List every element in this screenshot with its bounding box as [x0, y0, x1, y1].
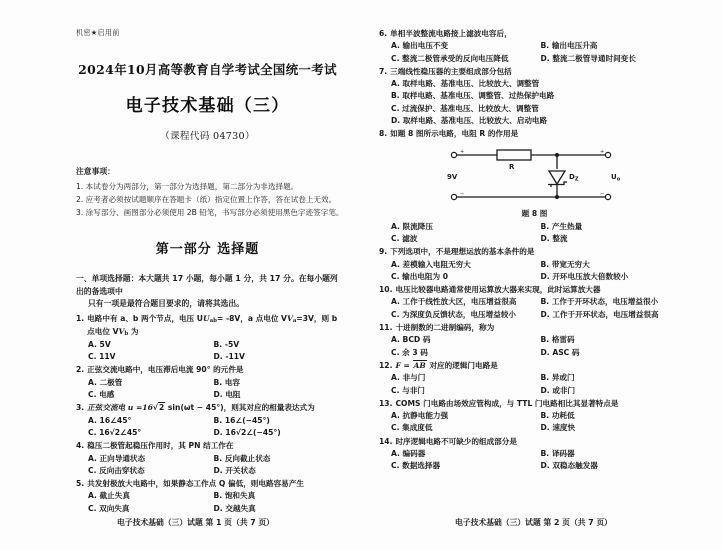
option-d[interactable]: D. 整流二极管导通时间变长 — [540, 53, 636, 63]
option-d[interactable]: D. 工作于开环状态，电压增益很高 — [540, 309, 659, 319]
question-7-number: 7. — [379, 66, 388, 76]
option-d[interactable]: D. 取样电路、基准电压、比较放大、启动电路 — [391, 116, 548, 126]
option-a[interactable]: A. 非与门 — [391, 373, 426, 383]
option-a[interactable]: A. 工作于线性放大区，电压增益很高 — [391, 297, 517, 307]
section-instructions-line-2: 只有一项是最符合题目要求的，请将其选出。 — [88, 299, 244, 309]
question-8-stem — [379, 128, 690, 140]
question-8-options — [379, 221, 690, 246]
section-instructions-line-1: 一、单项选择题：本大题共 17 小题，每小题 1 分，共 17 分。在每小题列出的备选项中 — [76, 274, 338, 296]
question-8-figure — [379, 141, 690, 221]
option-d[interactable]: D. 整流 — [540, 233, 568, 243]
option-a[interactable]: A. 正向导通状态 — [88, 453, 146, 463]
question-4-text: 稳压二极管起稳压作用时，其 PN 结工作在 — [87, 441, 234, 451]
question-10-text: 电压比较器电路通常使用运算放大器来实现，此时运算放大器 — [395, 285, 601, 295]
option-b[interactable]: B. 工作于开环状态，电压增益很小 — [540, 297, 659, 307]
option-d[interactable]: D. 双稳态触发器 — [540, 461, 598, 471]
option-d[interactable]: D. 16√2∠(−45°) — [213, 427, 281, 437]
question-11-options — [379, 334, 690, 359]
option-d[interactable]: D. 或非门 — [540, 385, 576, 395]
option-b[interactable]: B. 异或门 — [540, 373, 575, 383]
question-1 — [76, 313, 339, 364]
q1-stem-mid2: =3V，则 b 点电位 V — [87, 313, 338, 336]
figure-8-caption: 题 8 图 — [521, 208, 548, 218]
question-14-stem — [379, 436, 690, 448]
zener-diode-label: $D_Z$ — [568, 172, 578, 183]
option-d[interactable]: D. -11V — [213, 352, 245, 362]
question-10-options — [379, 296, 690, 321]
option-c[interactable]: C. 输出电阻为 0 — [391, 271, 448, 281]
question-9-stem — [379, 246, 690, 258]
option-a[interactable]: A. 截止失真 — [88, 491, 130, 501]
option-c[interactable]: C. 反向击穿状态 — [88, 465, 145, 475]
option-b[interactable]: B. 译码器 — [540, 449, 575, 459]
course-code: （课程代码 04730） — [160, 131, 255, 142]
question-4-number: 4. — [76, 441, 85, 451]
question-14 — [379, 436, 690, 473]
question-2 — [76, 364, 339, 401]
option-c[interactable]: C. 数据选择器 — [391, 461, 441, 471]
question-5-number: 5. — [76, 479, 85, 489]
svg-text:−: − — [599, 190, 604, 197]
zener-regulator-circuit-diagram — [435, 145, 635, 207]
notes-item-2: 2. 应考者必须按试题顺序在答题卡（纸）指定位置上作答，答在试卷上无效。 — [76, 194, 337, 204]
option-b[interactable]: B. 功耗低 — [540, 411, 575, 421]
question-4-options — [76, 453, 339, 478]
question-10 — [379, 284, 690, 321]
question-3 — [76, 402, 339, 439]
question-1-number: 1. — [76, 313, 85, 323]
question-3-text — [87, 402, 339, 414]
q1-stem-mid: = -8V，a 点电位 V — [216, 313, 287, 323]
question-7 — [379, 66, 690, 127]
resistor-label: R — [508, 162, 514, 171]
question-13-options — [379, 410, 690, 435]
option-c[interactable]: C. 集成度低 — [391, 423, 433, 433]
question-11-number: 11. — [379, 323, 393, 333]
option-a[interactable]: A. 抗静电能力强 — [391, 411, 449, 421]
q12-formula-lhs: F = — [395, 360, 413, 370]
page-2-footer: 电子技术基础（三）试题 第 2 页（共 7 页） — [455, 518, 612, 527]
page-2-column — [361, 0, 722, 550]
option-c[interactable]: C. 电感 — [88, 390, 115, 400]
question-10-stem — [379, 284, 690, 296]
question-1-stem — [76, 313, 339, 339]
option-a[interactable]: A. 二极管 — [88, 377, 123, 387]
svg-text:+: + — [599, 148, 604, 155]
question-14-text: 时序逻辑电路不可缺少的组成部分是 — [395, 436, 517, 446]
question-9-text: 下列选项中，不是理想运放的基本条件的是 — [390, 247, 535, 257]
q1-sub-a: a — [292, 317, 297, 324]
q12-formula-overline: AB — [413, 360, 426, 370]
option-b[interactable]: B. 反向截止状态 — [213, 453, 271, 463]
question-6 — [379, 28, 690, 65]
question-3-options — [76, 415, 339, 440]
question-9-number: 9. — [379, 247, 388, 257]
question-14-options — [379, 448, 690, 473]
question-6-number: 6. — [379, 29, 388, 38]
question-9 — [379, 246, 690, 283]
question-13-text: COMS 门电路由场效应管构成，与 TTL 门电路相比其显著特点是 — [395, 398, 619, 408]
question-8-number: 8. — [379, 129, 388, 139]
option-c[interactable]: C. 16√2∠45° — [88, 427, 142, 437]
question-6-options — [379, 40, 690, 65]
option-c[interactable]: C. 为深度负反馈状态，电压增益较小 — [391, 309, 517, 319]
question-5-options — [76, 490, 339, 515]
question-12-number: 12. — [379, 360, 393, 370]
option-a[interactable]: A. 取样电路、基准电压、比较放大、调整管 — [391, 79, 540, 89]
question-11-text: 十进制数的二进制编码，称为 — [395, 323, 495, 333]
q12-stem-post: 对应的逻辑门电路是 — [426, 360, 498, 370]
question-6-stem — [379, 28, 690, 40]
exam-title: 2024年10月高等教育自学考试全国统一考试 — [78, 62, 337, 77]
q3-stem-pre: 正弦交流电 u =16 — [87, 403, 153, 413]
q1-stem-pre: 电路中有 a、b 两个节点，电压 U — [87, 313, 203, 323]
option-b[interactable]: B. 电容 — [213, 377, 241, 387]
part-one-heading: 第一部分 选择题 — [155, 242, 260, 258]
option-b[interactable]: B. 饱和失真 — [213, 491, 256, 501]
notes-item-3: 3. 涂写部分、画图部分必须使用 2B 铅笔，书写部分必须使用黑色字迹签字笔。 — [76, 207, 344, 217]
question-2-text: 正弦交流电路中，电压滞后电流 90° 的元件是 — [87, 365, 244, 375]
question-12-stem — [379, 360, 690, 372]
option-b[interactable]: B. 取样电路、基准电压、调整管、过热保护电路 — [391, 91, 555, 101]
question-2-number: 2. — [76, 365, 85, 375]
option-c[interactable]: C. 11V — [88, 352, 116, 362]
question-7-text: 三端线性稳压器的主要组成部分包括 — [390, 66, 512, 76]
option-a[interactable]: A. 16∠45° — [88, 415, 132, 425]
question-13-number: 13. — [379, 398, 393, 408]
question-10-number: 10. — [379, 285, 393, 295]
q3-stem-post: sin(ωt − 45°)，则其对应的相量表达式为 — [165, 403, 315, 413]
section-instructions — [76, 273, 339, 310]
question-3-number: 3. — [76, 403, 85, 413]
source-voltage-label: 9V — [446, 172, 457, 181]
option-a[interactable]: A. 编码器 — [391, 449, 426, 459]
option-d[interactable]: D. 开关状态 — [213, 465, 256, 475]
svg-text:−: − — [459, 190, 464, 197]
question-12-text — [395, 360, 690, 372]
question-11 — [379, 322, 690, 359]
question-5-text: 共发射极放大电路中，如果静态工作点 Q 偏低，则电路容易产生 — [87, 479, 304, 489]
option-d[interactable]: D. 速度快 — [540, 423, 576, 433]
question-8 — [379, 128, 690, 245]
q1-sub-b: b — [124, 330, 129, 337]
question-2-stem — [76, 364, 339, 376]
notes-item-1: 1. 本试卷分为两部分，第一部分为选择题，第二部分为非选择题。 — [76, 182, 299, 191]
question-2-options — [76, 377, 339, 402]
question-1-text: 电路中有 a、b 两个节点，电压 $UU_{ab}= -8V$，a 点电位 $VV_a=3V$，则 b 点电位 $VV_b$ 为 — [87, 313, 338, 337]
option-a[interactable]: A. BCD 码 — [391, 335, 431, 345]
q1-stem-end: 为 — [128, 326, 139, 336]
question-5 — [76, 478, 339, 515]
question-3-stem — [76, 402, 339, 414]
question-4 — [76, 440, 339, 477]
question-13-stem — [379, 398, 690, 410]
option-a[interactable]: A. 限流降压 — [391, 221, 433, 231]
option-d[interactable]: D. 电阻 — [213, 390, 241, 400]
option-d[interactable]: D. ASC 码 — [540, 347, 580, 357]
q1-sub-ab: ab — [209, 317, 217, 324]
option-b[interactable]: B. 16∠(−45°) — [213, 415, 270, 425]
question-11-stem — [379, 322, 690, 334]
option-b[interactable]: B. 格雷码 — [540, 335, 575, 345]
option-c[interactable]: C. 整流二极管承受的反向电压降低 — [391, 53, 509, 63]
option-a[interactable]: A. 输出电压不变 — [391, 41, 449, 51]
option-c[interactable]: C. 余 3 码 — [391, 347, 428, 357]
subject-title: 电子技术基础（三） — [125, 96, 290, 116]
question-6-text: 单相半波整流电路接上滤波电容后， — [390, 29, 512, 38]
question-14-number: 14. — [379, 436, 393, 446]
question-8-text: 如题 8 图所示电路，电阻 R 的作用是 — [390, 129, 519, 139]
option-b[interactable]: B. 带宽无穷大 — [540, 259, 590, 269]
option-d[interactable]: D. 交越失真 — [213, 503, 256, 513]
option-b[interactable]: B. 输出电压升高 — [540, 41, 598, 51]
option-a[interactable]: A. 差模输入电阻无穷大 — [391, 259, 471, 269]
option-c[interactable]: C. 与非门 — [391, 385, 425, 395]
option-c[interactable]: C. 滤波 — [391, 233, 418, 243]
option-d[interactable]: D. 开环电压放大倍数较小 — [540, 271, 629, 281]
question-7-options — [379, 78, 690, 127]
option-b[interactable]: B. 产生热量 — [540, 221, 583, 231]
option-c[interactable]: C. 过流保护、基准电压、比较放大、调整管 — [391, 103, 539, 113]
notes-heading: 注意事项： — [76, 167, 115, 176]
question-7-stem — [379, 66, 690, 78]
question-9-options — [379, 259, 690, 284]
output-voltage-label: $U_o$ — [610, 172, 620, 183]
svg-text:+: + — [459, 148, 464, 155]
page-1-footer: 电子技术基础（三）试题 第 1 页（共 7 页） — [117, 518, 274, 527]
question-5-stem — [76, 478, 339, 490]
question-1-options — [76, 339, 339, 364]
option-c[interactable]: C. 双向失真 — [88, 503, 130, 513]
option-a[interactable]: A. 5V — [88, 339, 111, 349]
question-12 — [379, 360, 690, 397]
secret-mark: 机密★启用前 — [76, 28, 120, 37]
q3-sqrt: √2 — [152, 403, 165, 413]
question-4-stem — [76, 440, 339, 452]
question-12-options — [379, 372, 690, 397]
option-b[interactable]: B. -5V — [213, 339, 240, 349]
question-13 — [379, 398, 690, 435]
